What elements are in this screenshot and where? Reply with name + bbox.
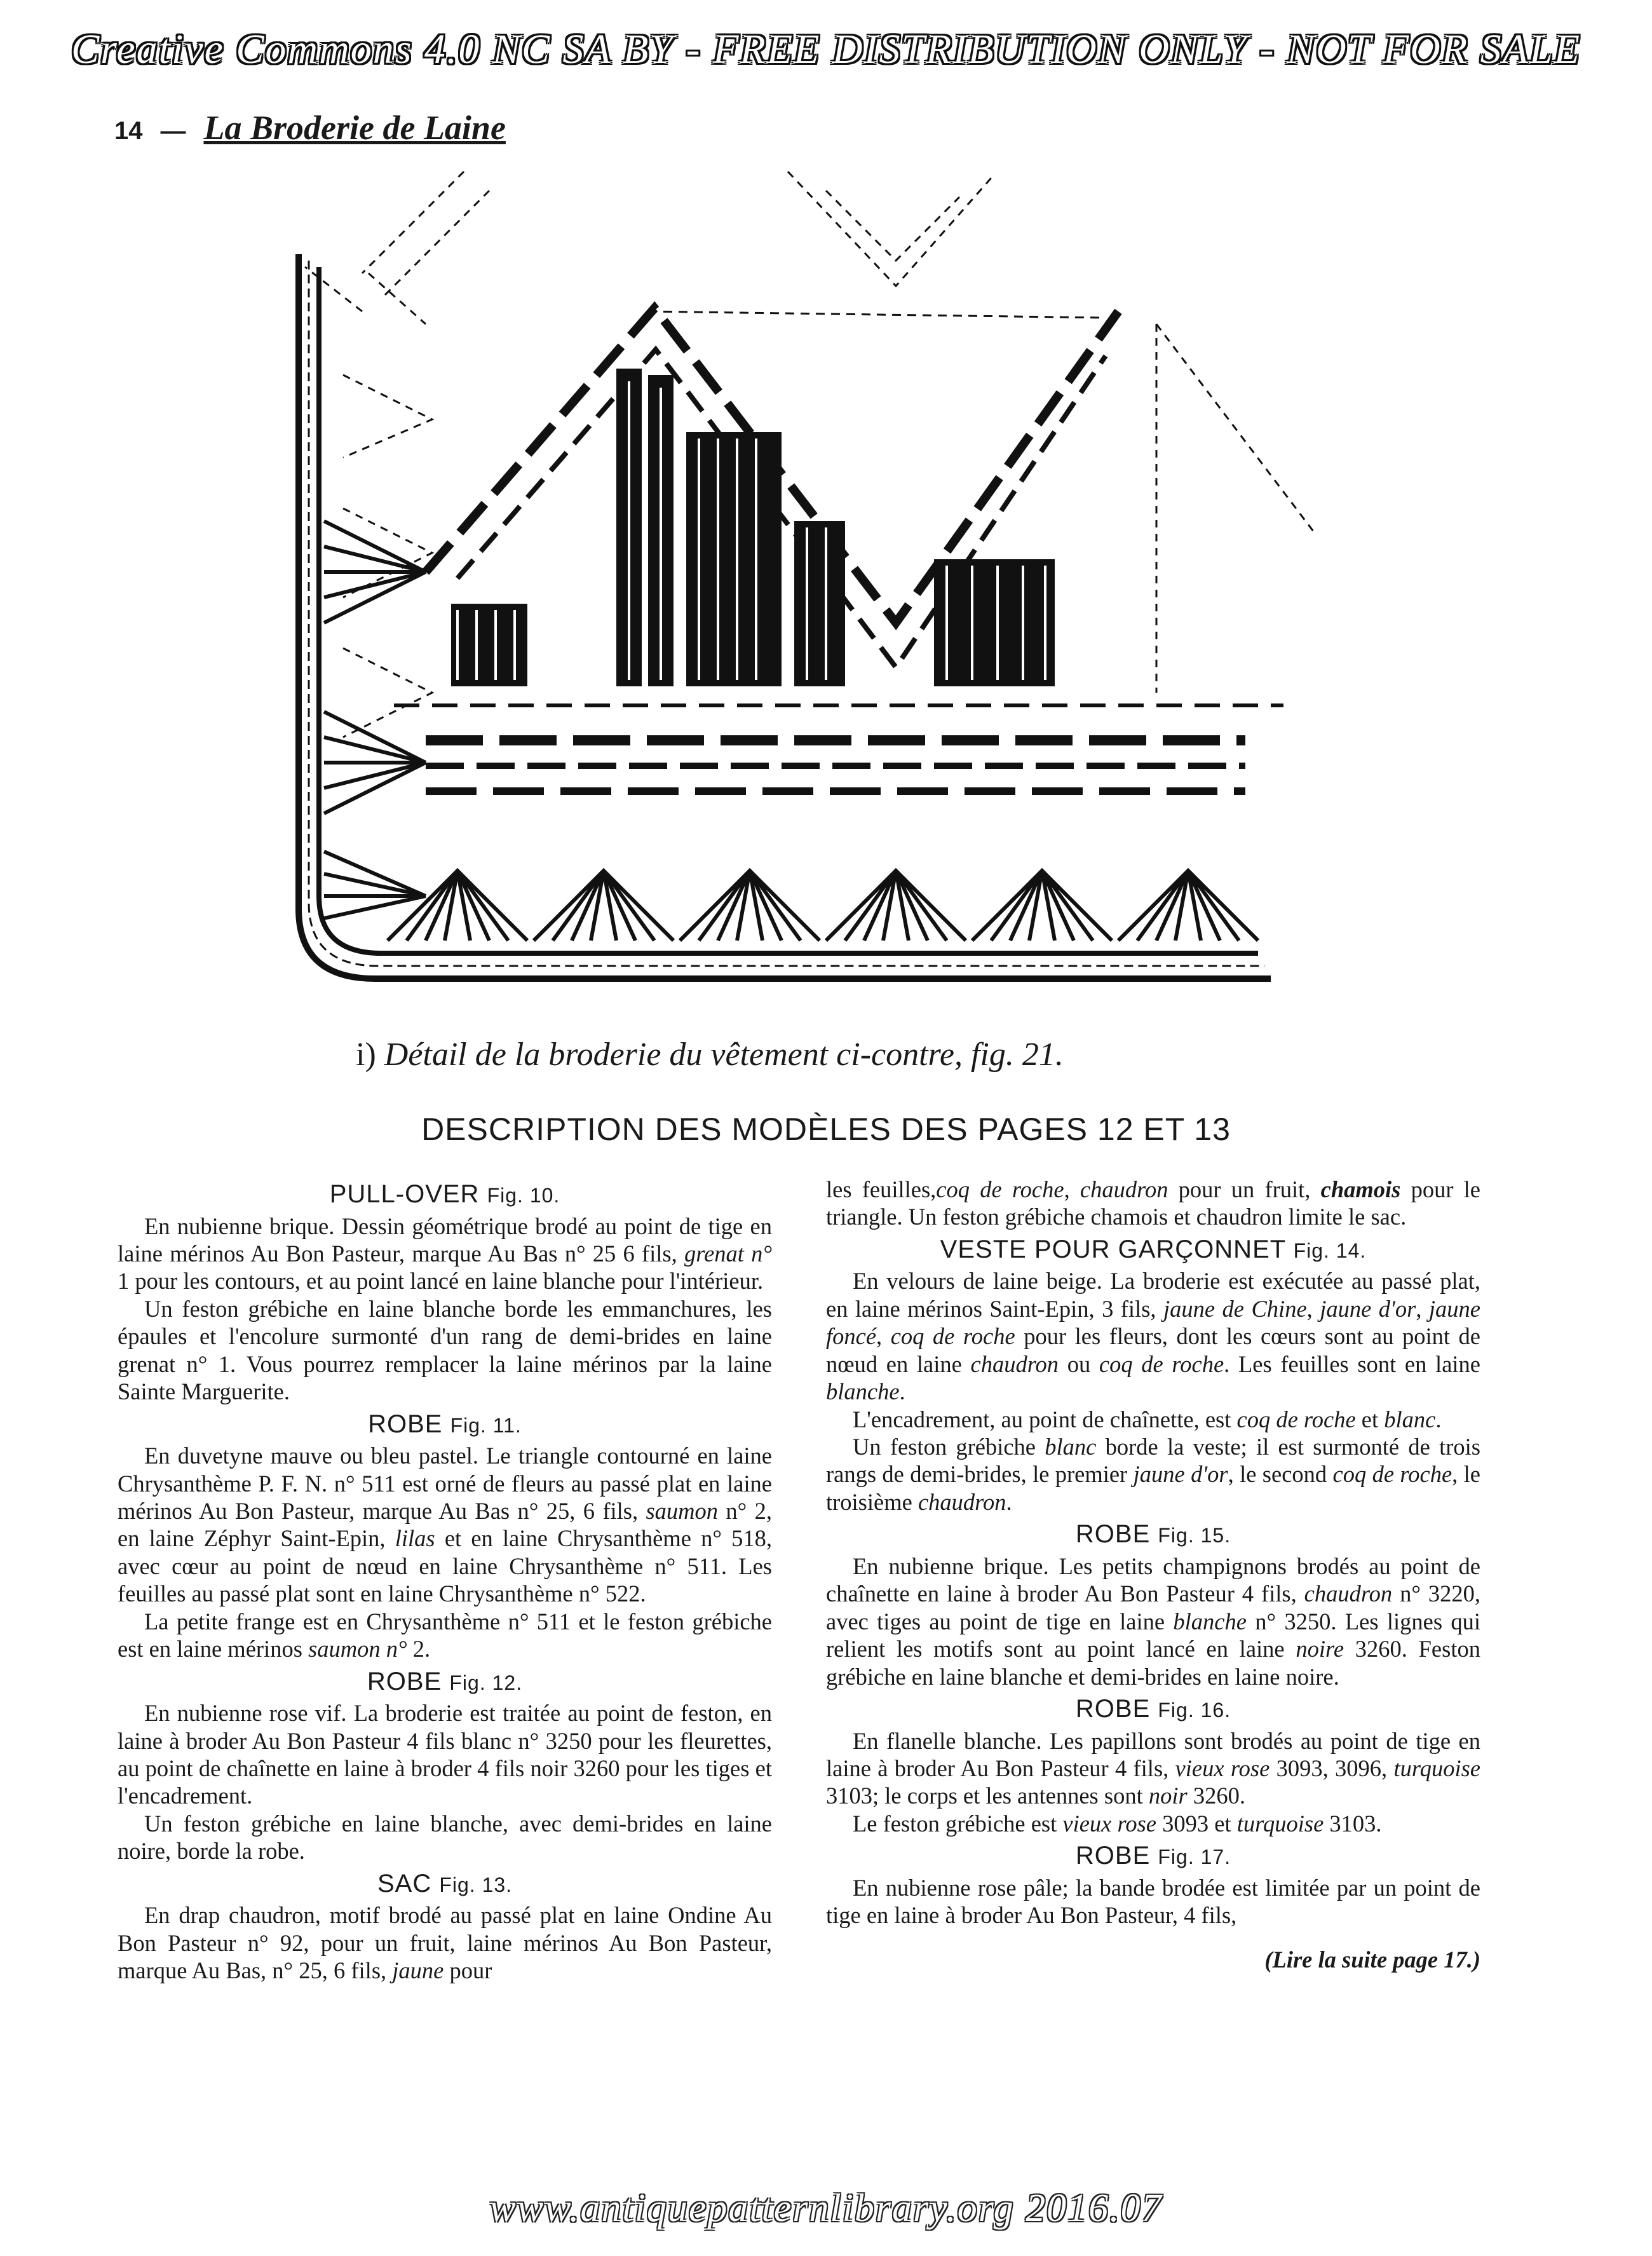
paragraph: Un feston grébiche en laine blanche, avec demi-brides en laine noire, borde la robe. [118, 1810, 772, 1865]
paragraph: Le feston grébiche est vieux rose 3093 et turquoise 3103. [853, 1810, 1382, 1837]
continued-note: (Lire la suite page 17.) [1264, 1946, 1480, 1973]
fan-left-2 [324, 712, 426, 813]
page-number: 14 [114, 117, 143, 145]
paragraph: les feuilles,coq de roche, chaudron pour un fruit, chamois pour le triangle. Un feston grébiche chamois et chaudron limite le sac. [826, 1176, 1481, 1230]
embroidery-drawing [267, 165, 1360, 1023]
paragraph: Un feston grébiche blanc borde la veste; il est surmonté de trois rangs de demi-brides, le premier jaune d'or, le second coq de roche, le troisième chaudron. [826, 1433, 1481, 1515]
paragraph: En drap chaudron, motif brodé au passé plat en laine Ondine Au Bon Pasteur n° 92, pour un fruit, laine mérinos Au Bon Pasteur, marque Au Bas, n° 25, 6 fils, jaune pour [118, 1902, 772, 1984]
paragraph: La petite frange est en Chrysanthème n° 511 et le feston grébiche est en laine mérinos saumon n° 2. [118, 1608, 772, 1662]
paragraph: L'encadrement, au point de chaînette, est coq de roche et blanc. [853, 1406, 1442, 1432]
heading-fig17: ROBE Fig. 17. [1075, 1842, 1231, 1870]
heading-fig16: ROBE Fig. 16. [1075, 1694, 1231, 1723]
figure-caption [356, 1036, 1309, 1073]
paragraph: En nubienne rose pâle; la bande brodée est limitée par un point de tige en laine à broder Au Bon Pasteur, 4 fils, [826, 1874, 1480, 1929]
pattern-lines-top [788, 172, 991, 286]
license-banner: Creative Commons 4.0 NC SA BY - FREE DISTRIBUTION ONLY - NOT FOR SALE [71, 26, 1581, 72]
embroidery-illustration [267, 165, 1360, 1023]
fill-column-3 [686, 432, 782, 686]
fill-right [934, 559, 1055, 686]
paragraph: En duvetyne mauve ou bleu pastel. Le triangle contourné en laine Chrysanthème P. F. N. n° 511 est orné de fleurs au passé plat en laine mérinos Au Bon Pasteur, marque Au Bas n° 25, 6 fils, saumon n° 2, en laine Zéphyr Saint-Epin, lilas et en laine Chrysanthème n° 518, avec cœur au point de nœud en laine Chrysanthème n° 511. Les feuilles au passé plat sont en laine Chrysanthème n° 522. [118, 1443, 772, 1607]
fan-left-3 [324, 852, 426, 918]
fill-column-4 [794, 521, 845, 686]
pattern-lines-left [305, 172, 489, 324]
heading-fig14: VESTE POUR GARÇONNET Fig. 14. [940, 1235, 1367, 1263]
pattern-lines-right [1156, 324, 1315, 693]
section-heading: DESCRIPTION DES MODÈLES DES PAGES 12 ET 13 [421, 1111, 1231, 1147]
heading-fig13: SAC Fig. 13. [377, 1869, 513, 1898]
page-header [114, 108, 506, 147]
heading-fig12: ROBE Fig. 12. [367, 1667, 523, 1695]
paragraph: En nubienne rose vif. La broderie est traitée au point de feston, en laine à broder Au Bon Pasteur 4 fils blanc n° 3250 pour les fleurettes, au point de chaînette en laine à broder 4 fils noir 3260 pour les tiges et l'encadrement. [118, 1700, 772, 1809]
caption-letter: i) [356, 1036, 376, 1073]
left-column [118, 1176, 772, 1985]
heading-fig15: ROBE Fig. 15. [1075, 1520, 1231, 1549]
border-outer [299, 254, 1271, 979]
magazine-title: La Broderie de Laine [203, 109, 506, 147]
paragraph: Un feston grébiche en laine blanche borde les emmanchures, les épaules et l'encolure surmonté d'un rang de demi-brides en laine grenat n° 1. Vous pourrez remplacer la laine mérinos par la laine Sainte Marguerite. [118, 1295, 772, 1405]
caption-text: Détail de la broderie du vêtement ci-contre, fig. 21. [384, 1036, 1064, 1073]
right-column [826, 1176, 1480, 1973]
heading-fig10: PULL-OVER Fig. 10. [329, 1180, 560, 1208]
scallop-row [388, 871, 1258, 941]
header-dash: — [160, 117, 186, 145]
pattern-line-horizontal [648, 311, 1106, 318]
paragraph: En velours de laine beige. La broderie est exécutée au passé plat, en laine mérinos Saint-Epin, 3 fils, jaune de Chine, jaune d'or, jaune foncé, coq de roche pour les fleurs, dont les cœurs sont au point de nœud en laine chaudron ou coq de roche. Les feuilles sont en laine blanche. [826, 1268, 1481, 1405]
paragraph: En nubienne brique. Dessin géométrique brodé au point de tige en laine mérinos Au Bon Pasteur, marque Au Bas n° 25 6 fils, grenat n° 1 pour les contours, et au point lancé en laine blanche pour l'intérieur. [118, 1213, 773, 1294]
paragraph: En nubienne brique. Les petits champignons brodés au point de chaînette en laine à broder Au Bon Pasteur 4 fils, chaudron n° 3220, avec tiges au point de tige en laine blanche n° 3250. Les lignes qui relient les motifs sont au point lancé en laine noire 3260. Feston grébiche en laine blanche et demi-brides en laine noire. [826, 1553, 1481, 1690]
fan-left-1 [324, 521, 426, 623]
source-watermark: www.antiquepatternlibrary.org 2016.07 [489, 2187, 1163, 2230]
article-columns [118, 1176, 1534, 2218]
paragraph: En flanelle blanche. Les papillons sont brodés au point de tige en laine à broder Au Bon Pasteur 4 fils, vieux rose 3093, 3096, turquoise 3103; le corps et les antennes sont noir 3260. [826, 1727, 1480, 1809]
heading-fig11: ROBE Fig. 11. [368, 1410, 522, 1438]
